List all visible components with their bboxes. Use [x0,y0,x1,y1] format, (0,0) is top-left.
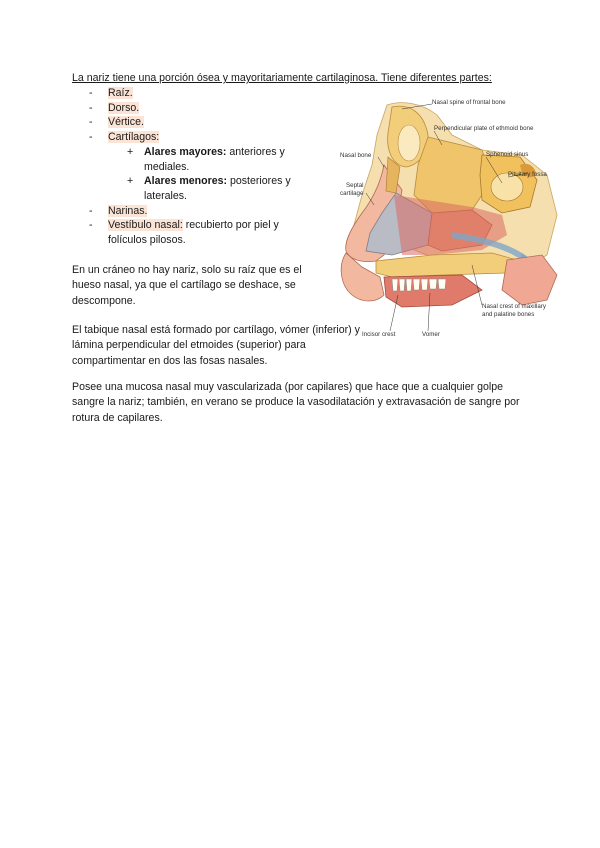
list-item-narinas [72,204,312,219]
list-item-label: Vestíbulo nasal: [108,219,183,232]
label-pituitary-fossa: Pituitary fossa [508,171,547,178]
list-item-vertice [72,115,312,130]
list-marker: - [89,87,93,99]
label-nasal-crest-1: Nasal crest of maxillary [482,303,546,310]
label-sphenoid-sinus: Sphenoid sinus [486,151,529,158]
sublist-item-alares-menores [72,174,312,203]
paragraph-tabique: El tabique nasal está formado por cartílago, vómer (inferior) y lámina perpendicular del etmoides (superior) para compartimentar en dos las fosas nasales. [72,324,360,367]
list-item-label: Raíz. [108,87,133,99]
list-marker: - [89,204,93,217]
frontal-sinus-shape [398,125,420,161]
label-nasal-bone: Nasal bone [340,152,372,159]
nasal-anatomy-illustration [332,95,572,345]
sublist-desc: posteriores y laterales. [144,175,291,202]
list-item-cartilagos [72,130,312,145]
list-marker: - [89,131,93,144]
list-marker: - [89,116,93,129]
paragraph-craneo: En un cráneo no hay nariz, solo su raíz que es el hueso nasal, ya que el cartílago se deshace, se descompone. [72,264,302,307]
parts-list [72,86,312,248]
list-marker: - [89,219,93,232]
sublist-desc: anteriores y mediales. [144,145,285,173]
sublist-item-alares-mayores [72,145,312,174]
label-septal-1: Septal [346,182,364,189]
paragraph-mucosa: Posee una mucosa nasal muy vascularizada (por capilares) que hace que a cualquier golpe sangre la nariz; también, en verano se produce la vasodilatación y extravasación de sangre por rotura de capilares. [72,381,520,424]
sublist-marker: + [127,145,134,158]
list-item-raiz [72,86,312,101]
nasal-anatomy-figure [332,95,572,345]
sublist-term: Alares menores: [144,175,228,188]
list-marker: - [89,101,93,114]
label-incisor-crest: Incisor crest [362,331,396,338]
list-item-label: Vértice. [108,116,144,129]
list-item-label: Cartílagos: [108,131,160,144]
hard-palate-shape [376,253,517,277]
label-septal-2: cartilage [340,190,364,197]
sublist-term: Alares mayores: [144,145,227,158]
label-vomer: Vomer [422,331,440,338]
label-nasal-crest-2: and palatine bones [482,311,535,318]
sublist-marker: + [127,175,134,188]
soft-palate-shape [502,255,557,305]
list-item-vestibulo [72,218,298,247]
list-item-dorso [72,101,312,116]
list-item-text: recubierto por piel y folículos pilosos. [108,219,279,247]
intro-heading: La nariz tiene una porción ósea y mayoritariamente cartilaginosa. Tiene diferentes partes: [72,72,492,84]
list-item-label: Dorso. [108,101,140,114]
label-perpendicular-plate: Perpendicular plate of ethmoid bone [434,125,534,132]
label-nasal-spine: Nasal spine of frontal bone [432,99,506,106]
list-item-label: Narinas. [108,204,148,217]
